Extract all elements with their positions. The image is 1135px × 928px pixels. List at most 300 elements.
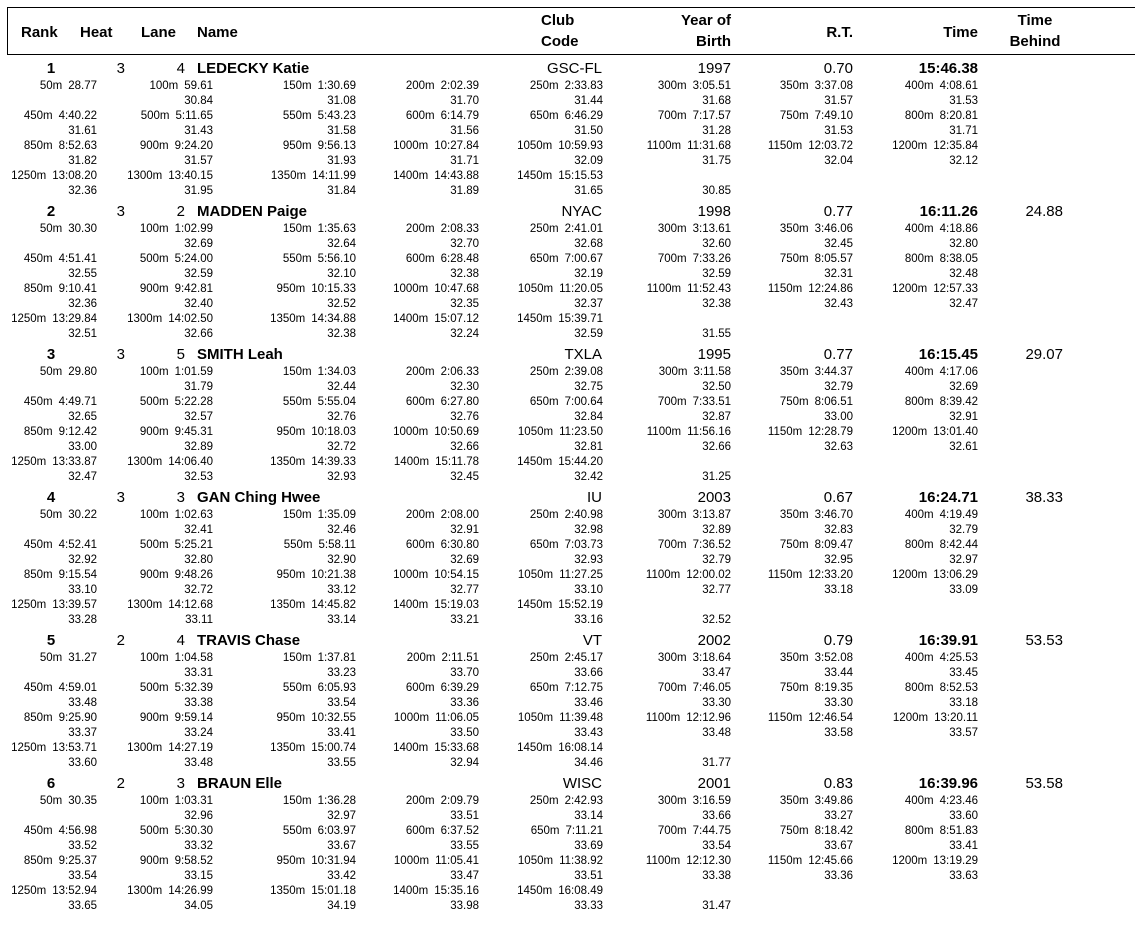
split-cumulative	[270, 884, 356, 899]
split-time: 12:03.72	[808, 140, 853, 152]
split-lap-time: 32.37	[574, 298, 603, 310]
split-lap-time: 33.48	[702, 727, 731, 739]
split-cumulative	[905, 681, 978, 696]
split-time: 14:26.99	[168, 885, 213, 897]
split-time: 11:20.05	[559, 283, 603, 295]
split-lap-time: 33.54	[702, 840, 731, 852]
split-lap-time: 32.97	[327, 810, 356, 822]
split-time: 8:52.53	[939, 682, 978, 694]
split-lap-time: 33.00	[68, 441, 97, 453]
split-cumulative	[140, 282, 213, 297]
split-distance: 500m	[140, 110, 170, 122]
split-cumulative	[768, 425, 853, 440]
split-distance: 800m	[904, 682, 934, 694]
split-distance: 350m	[779, 80, 809, 92]
split-distance: 700m	[657, 253, 687, 265]
split-distance: 1400m	[393, 456, 430, 468]
split-cumulative	[140, 395, 213, 410]
split-time: 10:18.03	[311, 426, 356, 438]
split-distance: 100m	[139, 509, 169, 521]
split-distance: 150m	[282, 509, 312, 521]
split-time: 9:45.31	[174, 426, 213, 438]
split-distance: 550m	[283, 539, 313, 551]
split-distance: 250m	[529, 223, 559, 235]
split-lap-time: 31.43	[184, 125, 213, 137]
club-code: IU	[587, 489, 602, 506]
split-cumulative	[283, 252, 356, 267]
split-cumulative	[406, 109, 479, 124]
split-time: 7:46.05	[692, 682, 731, 694]
split-cumulative	[270, 741, 356, 756]
split-cumulative	[283, 395, 356, 410]
split-lap-time: 31.71	[949, 125, 978, 137]
split-cumulative	[393, 884, 479, 899]
split-lap-time: 33.38	[184, 697, 213, 709]
split-time: 8:20.81	[939, 110, 978, 122]
split-distance: 850m	[23, 426, 53, 438]
split-distance: 1150m	[767, 569, 803, 581]
split-cumulative	[394, 455, 479, 470]
split-distance: 450m	[23, 110, 53, 122]
split-lap-time: 32.87	[702, 411, 731, 423]
rank: 5	[46, 632, 56, 649]
split-cumulative	[658, 109, 731, 124]
split-distance: 200m	[405, 80, 435, 92]
split-time: 15:07.12	[434, 313, 479, 325]
split-cumulative	[127, 741, 213, 756]
split-lap-time: 31.53	[949, 95, 978, 107]
split-cumulative	[127, 455, 213, 470]
split-lap-time: 32.19	[574, 268, 603, 280]
split-lap-time: 32.72	[327, 441, 356, 453]
split-cumulative	[530, 538, 603, 553]
split-distance: 1050m	[517, 712, 554, 724]
split-cumulative	[140, 222, 213, 237]
split-distance: 50m	[39, 795, 63, 807]
split-cumulative	[40, 508, 97, 523]
split-time: 4:52.41	[58, 539, 97, 551]
split-lap-time: 32.75	[574, 381, 603, 393]
split-distance: 950m	[276, 855, 306, 867]
split-cumulative	[406, 252, 479, 267]
split-time: 12:33.20	[808, 569, 853, 581]
split-cumulative	[140, 568, 213, 583]
split-cumulative	[283, 794, 356, 809]
split-cumulative	[24, 854, 97, 869]
split-lap-time: 33.28	[68, 614, 97, 626]
split-distance: 750m	[779, 110, 809, 122]
split-distance: 850m	[23, 283, 53, 295]
split-lap-time: 33.46	[574, 697, 603, 709]
split-lap-time: 32.92	[68, 554, 97, 566]
split-lap-time: 32.12	[949, 155, 978, 167]
split-distance: 1400m	[393, 599, 429, 611]
split-distance: 450m	[23, 253, 53, 265]
split-lap-time: 33.54	[327, 697, 356, 709]
split-time: 2:33.83	[564, 80, 603, 92]
split-cumulative	[780, 538, 853, 553]
result-entry	[0, 60, 1135, 203]
split-distance: 700m	[657, 539, 687, 551]
split-time: 15:11.78	[435, 456, 479, 468]
lane: 3	[176, 775, 185, 792]
split-distance: 250m	[529, 652, 559, 664]
split-cumulative	[517, 312, 603, 327]
split-distance: 1200m	[892, 569, 928, 581]
split-lap-time: 31.56	[450, 125, 479, 137]
split-time: 9:25.90	[58, 712, 97, 724]
split-lap-time: 32.80	[949, 238, 978, 250]
time-behind: 53.58	[1025, 775, 1063, 792]
split-lap-time: 33.36	[824, 870, 853, 882]
split-lap-time: 31.77	[702, 757, 731, 769]
split-cumulative	[780, 824, 853, 839]
split-cumulative	[768, 282, 853, 297]
split-lap-time: 34.19	[327, 900, 356, 912]
split-time: 2:02.39	[440, 80, 479, 92]
split-lap-time: 33.57	[949, 727, 978, 739]
split-distance: 1150m	[767, 426, 803, 438]
split-cumulative	[40, 651, 97, 666]
split-distance: 1150m	[767, 283, 803, 295]
split-time: 10:50.69	[434, 426, 479, 438]
split-cumulative	[11, 884, 97, 899]
split-cumulative	[24, 568, 97, 583]
split-distance: 1400m	[393, 742, 429, 754]
split-lap-time: 32.50	[702, 381, 731, 393]
split-distance: 1350m	[270, 742, 306, 754]
split-distance: 250m	[529, 509, 559, 521]
split-distance: 550m	[282, 253, 312, 265]
split-cumulative	[276, 425, 356, 440]
split-distance: 400m	[904, 795, 934, 807]
split-cumulative	[530, 794, 603, 809]
split-cumulative	[658, 79, 731, 94]
split-distance: 950m	[276, 426, 306, 438]
split-distance: 350m	[779, 223, 809, 235]
split-cumulative	[530, 681, 603, 696]
split-time: 15:01.18	[311, 885, 356, 897]
split-distance: 650m	[529, 110, 559, 122]
split-cumulative	[24, 282, 97, 297]
split-cumulative	[647, 425, 731, 440]
split-time: 15:52.19	[558, 599, 603, 611]
split-time: 15:15.53	[558, 170, 603, 182]
split-lap-time: 33.14	[327, 614, 356, 626]
header-time-behind-line1: Time	[1017, 12, 1053, 29]
split-lap-time: 32.52	[702, 614, 731, 626]
split-time: 1:03.31	[174, 795, 213, 807]
split-distance: 50m	[39, 366, 63, 378]
split-lap-time: 32.31	[824, 268, 853, 280]
split-distance: 400m	[904, 509, 934, 521]
split-lap-time: 33.45	[949, 667, 978, 679]
split-lap-time: 32.84	[574, 411, 603, 423]
split-lap-time: 31.28	[702, 125, 731, 137]
split-time: 2:45.17	[564, 652, 603, 664]
time-behind: 29.07	[1025, 346, 1063, 363]
split-cumulative	[780, 109, 853, 124]
result-entry	[0, 632, 1135, 775]
split-time: 3:13.87	[692, 509, 731, 521]
split-time: 8:39.42	[939, 396, 978, 408]
split-time: 12:45.66	[808, 855, 853, 867]
split-time: 7:00.67	[564, 253, 603, 265]
split-time: 4:49.71	[58, 396, 97, 408]
split-distance: 900m	[139, 712, 169, 724]
split-distance: 1400m	[393, 170, 429, 182]
split-time: 3:18.64	[692, 652, 731, 664]
split-lap-time: 32.72	[184, 584, 213, 596]
split-lap-time: 31.47	[702, 900, 731, 912]
split-cumulative	[149, 79, 213, 94]
split-distance: 1300m	[127, 742, 163, 754]
split-cumulative	[406, 365, 479, 380]
split-time: 13:20.11	[934, 712, 978, 724]
result-entry	[0, 489, 1135, 632]
split-distance: 1400m	[393, 885, 429, 897]
split-lap-time: 31.61	[68, 125, 97, 137]
split-lap-time: 33.48	[68, 697, 97, 709]
split-time: 6:03.97	[317, 825, 356, 837]
split-lap-time: 31.25	[702, 471, 731, 483]
split-cumulative	[892, 568, 978, 583]
split-time: 11:06.05	[435, 712, 479, 724]
split-time: 13:52.94	[52, 885, 97, 897]
split-time: 13:06.29	[933, 569, 978, 581]
split-lap-time: 32.43	[824, 298, 853, 310]
split-distance: 500m	[139, 682, 169, 694]
split-distance: 1350m	[270, 599, 306, 611]
split-cumulative	[905, 109, 978, 124]
split-lap-time: 32.61	[949, 441, 978, 453]
split-time: 8:42.44	[939, 539, 978, 551]
split-time: 8:06.51	[814, 396, 853, 408]
split-cumulative	[780, 794, 853, 809]
split-cumulative	[646, 711, 731, 726]
split-distance: 1050m	[517, 283, 554, 295]
split-lap-time: 31.93	[327, 155, 356, 167]
final-time: 16:11.26	[919, 203, 978, 220]
rank: 1	[46, 60, 56, 77]
split-distance: 550m	[282, 110, 312, 122]
split-time: 12:12.96	[686, 712, 731, 724]
split-distance: 1300m	[127, 313, 163, 325]
split-lap-time: 33.32	[184, 840, 213, 852]
split-time: 4:19.49	[939, 509, 978, 521]
split-distance: 1050m	[517, 569, 554, 581]
split-distance: 1100m	[645, 855, 681, 867]
split-distance: 400m	[904, 80, 934, 92]
final-time: 16:24.71	[918, 489, 978, 506]
split-time: 5:55.04	[317, 396, 356, 408]
split-cumulative	[270, 598, 356, 613]
split-lap-time: 32.94	[450, 757, 479, 769]
split-distance: 1300m	[127, 170, 163, 182]
split-lap-time: 33.51	[450, 810, 479, 822]
header-time-behind-line2: Behind	[1009, 33, 1061, 50]
split-distance: 100m	[139, 795, 169, 807]
split-time: 3:13.61	[692, 223, 731, 235]
split-distance: 950m	[282, 140, 312, 152]
split-cumulative	[284, 538, 356, 553]
lane: 2	[176, 203, 185, 220]
split-cumulative	[140, 794, 213, 809]
swimmer-name: GAN Ching Hwee	[197, 489, 321, 506]
split-lap-time: 32.66	[184, 328, 213, 340]
split-time: 1:36.28	[317, 795, 356, 807]
split-distance: 200m	[405, 795, 435, 807]
split-cumulative	[905, 365, 978, 380]
split-time: 5:11.65	[175, 110, 213, 122]
split-distance: 50m	[39, 80, 63, 92]
split-distance: 1450m	[517, 599, 553, 611]
split-distance: 1450m	[517, 742, 553, 754]
split-time: 6:30.80	[440, 539, 479, 551]
split-lap-time: 33.11	[185, 614, 213, 626]
split-lap-time: 32.52	[327, 298, 356, 310]
split-distance: 1300m	[127, 885, 163, 897]
split-distance: 450m	[23, 396, 53, 408]
split-time: 6:46.29	[564, 110, 603, 122]
split-time: 8:38.05	[939, 253, 978, 265]
split-time: 7:00.64	[564, 396, 603, 408]
split-lap-time: 31.65	[574, 185, 603, 197]
split-cumulative	[905, 395, 978, 410]
split-cumulative	[658, 538, 731, 553]
split-time: 6:27.80	[440, 396, 479, 408]
split-time: 10:32.55	[311, 712, 356, 724]
split-lap-time: 32.76	[450, 411, 479, 423]
split-cumulative	[24, 681, 97, 696]
split-time: 3:44.37	[814, 366, 853, 378]
split-cumulative	[40, 222, 97, 237]
split-distance: 450m	[23, 682, 53, 694]
split-cumulative	[892, 139, 978, 154]
split-lap-time: 33.30	[702, 697, 731, 709]
split-time: 4:51.41	[58, 253, 97, 265]
split-cumulative	[276, 568, 356, 583]
split-distance: 650m	[529, 539, 559, 551]
split-lap-time: 32.70	[450, 238, 479, 250]
year-of-birth: 1995	[697, 346, 731, 363]
split-distance: 1450m	[517, 885, 553, 897]
split-distance: 100m	[139, 223, 169, 235]
year-of-birth: 2001	[697, 775, 731, 792]
split-time: 1:30.69	[317, 80, 356, 92]
split-time: 13:39.57	[52, 599, 97, 611]
split-lap-time: 33.09	[949, 584, 978, 596]
split-cumulative	[393, 598, 479, 613]
split-cumulative	[658, 794, 731, 809]
split-cumulative	[658, 252, 731, 267]
split-time: 16:08.49	[558, 885, 603, 897]
split-time: 10:31.94	[311, 855, 356, 867]
split-cumulative	[393, 282, 479, 297]
split-distance: 450m	[23, 539, 53, 551]
split-cumulative	[24, 395, 97, 410]
split-lap-time: 33.00	[824, 411, 853, 423]
split-lap-time: 33.21	[450, 614, 479, 626]
split-lap-time: 32.10	[327, 268, 356, 280]
split-distance: 1100m	[645, 569, 681, 581]
split-distance: 400m	[904, 652, 934, 664]
split-cumulative	[283, 79, 356, 94]
split-time: 8:51.83	[939, 825, 978, 837]
header-lane: Lane	[141, 24, 177, 41]
split-distance: 200m	[406, 652, 436, 664]
split-cumulative	[406, 824, 479, 839]
split-lap-time: 31.44	[574, 95, 603, 107]
swimmer-name: BRAUN Elle	[197, 775, 283, 792]
split-distance: 200m	[405, 509, 435, 521]
split-cumulative	[24, 824, 97, 839]
split-distance: 250m	[529, 80, 559, 92]
result-entry	[0, 203, 1135, 346]
split-time: 14:45.82	[311, 599, 356, 611]
split-distance: 350m	[779, 795, 809, 807]
split-cumulative	[140, 538, 213, 553]
split-time: 6:14.79	[440, 110, 479, 122]
split-distance: 1100m	[646, 283, 682, 295]
split-distance: 850m	[23, 712, 53, 724]
split-lap-time: 31.55	[702, 328, 731, 340]
split-lap-time: 33.70	[450, 667, 479, 679]
split-distance: 1300m	[127, 456, 163, 468]
split-distance: 1000m	[393, 140, 429, 152]
split-lap-time: 33.27	[824, 810, 853, 822]
split-cumulative	[11, 598, 97, 613]
split-cumulative	[658, 222, 731, 237]
split-distance: 800m	[904, 396, 934, 408]
split-cumulative	[905, 824, 978, 839]
split-lap-time: 32.81	[574, 441, 603, 453]
split-lap-time: 33.60	[68, 757, 97, 769]
split-cumulative	[780, 365, 853, 380]
split-time: 9:56.13	[317, 140, 356, 152]
split-cumulative	[276, 711, 356, 726]
split-lap-time: 31.84	[327, 185, 356, 197]
split-distance: 1200m	[892, 855, 928, 867]
split-distance: 850m	[23, 140, 53, 152]
split-lap-time: 33.36	[450, 697, 479, 709]
split-cumulative	[905, 794, 978, 809]
swimmer-name: LEDECKY Katie	[197, 60, 310, 77]
split-time: 6:05.93	[317, 682, 356, 694]
split-distance: 1350m	[270, 456, 306, 468]
split-lap-time: 31.82	[68, 155, 97, 167]
split-lap-time: 32.57	[184, 411, 213, 423]
split-lap-time: 31.08	[327, 95, 356, 107]
split-cumulative	[140, 681, 213, 696]
split-lap-time: 32.69	[450, 554, 479, 566]
split-distance: 400m	[904, 366, 934, 378]
split-lap-time: 33.63	[949, 870, 978, 882]
split-cumulative	[518, 568, 603, 583]
split-time: 2:39.08	[564, 366, 603, 378]
split-time: 7:36.52	[692, 539, 731, 551]
split-time: 13:53.71	[52, 742, 97, 754]
split-time: 14:02.50	[168, 313, 213, 325]
split-distance: 1150m	[767, 855, 803, 867]
split-lap-time: 33.42	[327, 870, 356, 882]
split-time: 14:06.40	[168, 456, 213, 468]
split-distance: 1000m	[393, 569, 429, 581]
split-time: 15:35.16	[434, 885, 479, 897]
split-lap-time: 31.79	[184, 381, 213, 393]
split-cumulative	[271, 169, 356, 184]
split-cumulative	[276, 854, 356, 869]
